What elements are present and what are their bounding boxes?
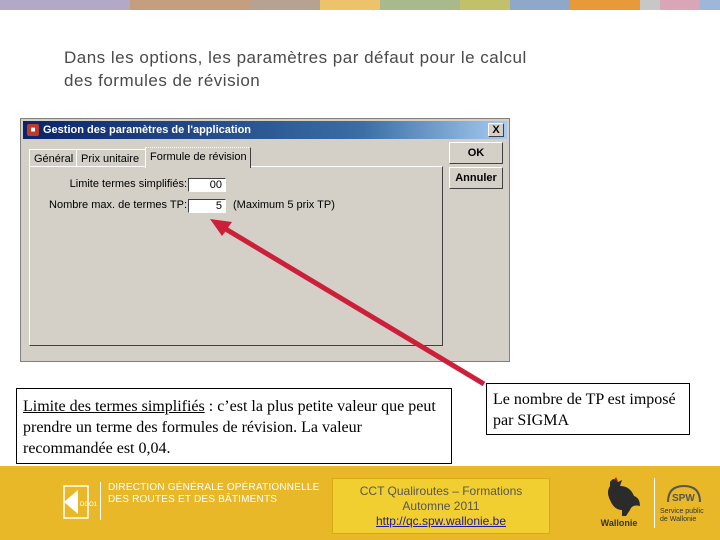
topbar-segment (380, 0, 460, 10)
dgo1-logo-icon (58, 482, 98, 522)
tp-explanation-text: Le nombre de TP est imposé par SIGMA (493, 391, 676, 429)
cct-line2: Automne 2011 (402, 499, 480, 513)
wallonie-rooster-icon (600, 476, 644, 516)
topbar-segment (0, 0, 130, 10)
settings-dialog (20, 118, 510, 362)
cct-line1: CCT Qualiroutes – Formations (359, 484, 523, 498)
topbar-segment (510, 0, 570, 10)
limit-terms-label: Limite termes simplifiés: (69, 178, 187, 190)
app-icon: ■ (27, 124, 39, 136)
slide-title (64, 46, 684, 92)
topbar-segment (700, 0, 720, 10)
topbar-segment (570, 0, 640, 10)
spw-logo-icon (664, 482, 704, 506)
svg-text:SPW: SPW (672, 493, 695, 504)
tab-general[interactable]: Général (29, 149, 77, 167)
slide-title-line2: des formules de révision (64, 71, 261, 90)
topbar-segment (130, 0, 250, 10)
cancel-button[interactable]: Annuler (449, 167, 503, 189)
limit-terms-input[interactable]: 00 (188, 178, 226, 192)
ok-button[interactable]: OK (449, 142, 503, 164)
limit-explanation-text: : c’est la plus petite valeur que peut prendre un terme des formules de révision. La valeur recommandée est 0,04. (23, 398, 436, 457)
cct-info-box (332, 478, 550, 534)
tab-formule-revision[interactable]: Formule de révision (145, 147, 251, 168)
limit-explanation-term: Limite des termes simplifiés (23, 398, 205, 415)
tab-panel-formule-revision (29, 166, 443, 346)
footer-divider-right (654, 478, 655, 528)
topbar-segment (640, 0, 660, 10)
tab-prix-unitaire[interactable]: Prix unitaire (76, 149, 146, 167)
topbar-segment (250, 0, 320, 10)
max-tp-terms-input[interactable]: 5 (188, 199, 226, 213)
topbar-segment (460, 0, 510, 10)
svg-text:DGO1: DGO1 (80, 502, 98, 508)
wallonie-label: Wallonie (600, 518, 638, 528)
topbar-segment (660, 0, 700, 10)
dialog-titlebar[interactable] (23, 121, 507, 139)
slide-topbar (0, 0, 720, 10)
spw-sub-label: Service public de Wallonie (660, 508, 704, 523)
footer-divider (100, 482, 101, 520)
dialog-title: Gestion des paramètres de l'application (43, 124, 252, 136)
dgo-label-line1: DIRECTION GÉNÉRALE OPÉRATIONNELLE (108, 482, 320, 493)
cct-link[interactable]: http://qc.spw.wallonie.be (375, 514, 507, 528)
max-tp-terms-label: Nombre max. de termes TP: (49, 199, 187, 211)
tp-explanation-box (486, 383, 690, 435)
limit-explanation-box (16, 388, 452, 464)
close-button[interactable]: X (488, 123, 504, 137)
topbar-segment (320, 0, 380, 10)
dgo-label (108, 482, 319, 506)
slide-title-line1: Dans les options, les paramètres par défaut pour le calcul (64, 48, 527, 67)
dgo-label-line2: DES ROUTES ET DES BÂTIMENTS (108, 494, 278, 505)
max-tp-note: (Maximum 5 prix TP) (233, 199, 335, 211)
